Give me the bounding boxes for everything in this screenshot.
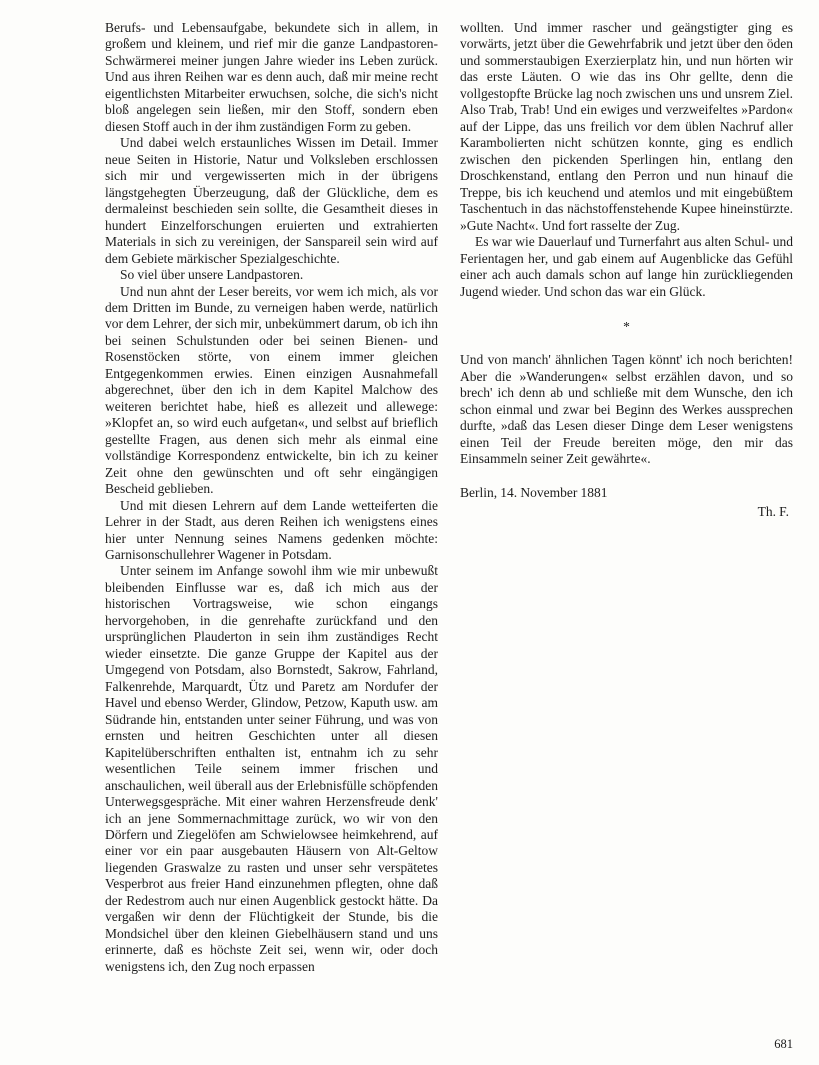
paragraph: Und dabei welch erstaunliches Wissen im Detail. Immer neue Seiten in Historie, Natur und Volksleben erschlossen sich mir und vergewisserten mich in der übrigens längstgehegten Überzeugung, daß der Glückliche, dem es dermaleinst beschieden sein sollte, die Gesamtheit dieses in hundert Einzelforschungen eruierten und extrahierten Materials in sich zu vereinigen, der Sanspareil sein wird auf dem Gebiete märkischer Spezialgeschichte.	[105, 135, 438, 266]
paragraph: Und mit diesen Lehrern auf dem Lande wetteiferten die Lehrer in der Stadt, aus deren Reihen ich wenigstens eines hier unter Nennung seines Namens gedenken möchte: Garnisonschullehrer Wagener in Potsdam.	[105, 497, 438, 562]
paragraph: Berufs- und Lebensaufgabe, bekundete sich in allem, in großem und kleinem, und rief mir die ganze Landpastoren-Schwärmerei meiner jungen Jahre wieder ins Leben zurück. Und aus ihren Reihen war es denn auch, daß mir meine recht eigentlichsten Mitarbeiter erwuchsen, solche, die sich's nicht bloß angelegen sein ließen, mir den Stoff, sondern eben diesen Stoff auch in der ihm zuständigen Form zu geben.	[105, 20, 438, 134]
dateline: Berlin, 14. November 1881	[460, 484, 608, 500]
paragraph: Und nun ahnt der Leser bereits, vor wem ich mich, als vor dem Dritten im Bunde, zu verneigen haben werde, natürlich vor dem Lehrer, der sich mir, unbekümmert darum, ob ich ihn bei seinen Schulstunden oder bei seinen Bienen- und Rosenstöcken störte, von einem immer gleichen Entgegenkommen erwies. Einen einzigen Ausnahmefall abgerechnet, über den ich in dem Kapitel Malchow des weiteren berichtet habe, hieß es allezeit und allewege: »Klopfet an, so wird euch aufgetan«, und selbst auf brieflich gestellte Fragen, aus denen sich mehr als einmal eine vollständige Korrespondenz entwickelte, bin ich zu keiner Zeit ohne den gewünschten und oft sehr eingängigen Bescheid geblieben.	[105, 283, 438, 497]
paragraph: Unter seinem im Anfange sowohl ihm wie mir unbewußt bleibenden Einflusse war es, daß ich mich aus der historischen Vortragsweise, wie schon eingangs hervorgehoben, in die genrehafte zurückfand und den ursprünglichen Plauderton in sein ihm zuständiges Recht wieder einsetzte. Die ganze Gruppe der Kapitel aus der Umgegend von Potsdam, also Bornstedt, Sakrow, Fahrland, Falkenrehde, Marquardt, Ütz und Paretz am Nordufer der Havel und ebenso Werder, Glindow, Petzow, Kaputh usw. am Südrande hin, entstanden unter seiner Führung, und was von ernsten und heitren Geschichten unter all diesen Kapitelüberschriften enthalten ist, entnahm ich zu sehr wesentlichen Teile seinem immer frischen und anschaulichen, weil überall aus der Erlebnisfülle schöpfenden Unterwegsgespräche. Mit einer wahren Herzensfreude denk' ich an jene Sommernachmittage zurück, wo wir von den Dörfern und Ziegelöfen am Schwielowsee heimkehrend, auf einer vor ein paar ausgebauten Häusern von Alt-Geltow liegenden Graswalze zu rasten und unser sehr verspätetes Vesperbrot aus freier Hand einzunehmen pflegten, ohne daß der Redestrom auch nur einen Augenblick gestockt hätte. Da vergaßen wir denn der Flüchtigkeit der Stunde, bis die Mondsichel über den kleinen Giebelhäusern stand und uns erinnerte, daß es höchste Zeit sei, wenn wir, oder doch wenigstens ich, den Zug noch erpassen	[105, 563, 438, 974]
paragraph: Es war wie Dauerlauf und Turnerfahrt aus alten Schul- und Ferientagen her, und gab einem auf Augenblicke das Gefühl einer ach auch damals schon auf lange hin zurückliegenden Jugend wieder. Und schon das war ein Glück.	[460, 234, 793, 299]
closing-paragraph: Und von manch' ähnlichen Tagen könnt' ich noch berichten! Aber die »Wanderungen« selbst erzählen davon, und so brech' ich denn ab und schließe mit dem Wunsche, den ich schon einmal und zwar bei Beginn des Werkes aussprechen durfte, »daß das Lesen dieser Dinge dem Leser wenigstens einen Teil der Freude bereiten möge, den mir das Einsammeln seiner Zeit gewährte«.	[460, 352, 793, 467]
section-separator: *	[623, 318, 630, 334]
signature: Th. F.	[757, 504, 789, 520]
paragraph: wollten. Und immer rascher und geängstigter ging es vorwärts, jetzt über die Gewehrfabrik und jetzt über den öden und sommerstaubigen Exerzierplatz hin, und nun hörten wir das erste Läuten. O wie das ins Ohr gellte, denn die vollgestopfte Brücke lag noch zwischen uns und unsrem Ziel. Also Trab, Trab! Und ein ewiges und verzweifeltes »Pardon« auf der Lippe, das uns freilich vor dem üblen Nachruf aller Karambolierten nicht schützen konnte, ging es endlich zwischen den pickenden Sperlingen hin, entlang den Droschkenstand, entlang den Perron und nun hinauf die Treppe, bis ich keuchend und atemlos und mit eingebüßtem Taschentuch in das nächstoffenstehende Kupee hineinstürzte. »Gute Nacht«. Und fort rasselte der Zug.	[460, 20, 793, 233]
paragraph: So viel über unsere Landpastoren.	[120, 267, 304, 283]
right-column	[460, 20, 793, 975]
left-column	[105, 20, 438, 975]
page-number: 681	[774, 1037, 793, 1051]
